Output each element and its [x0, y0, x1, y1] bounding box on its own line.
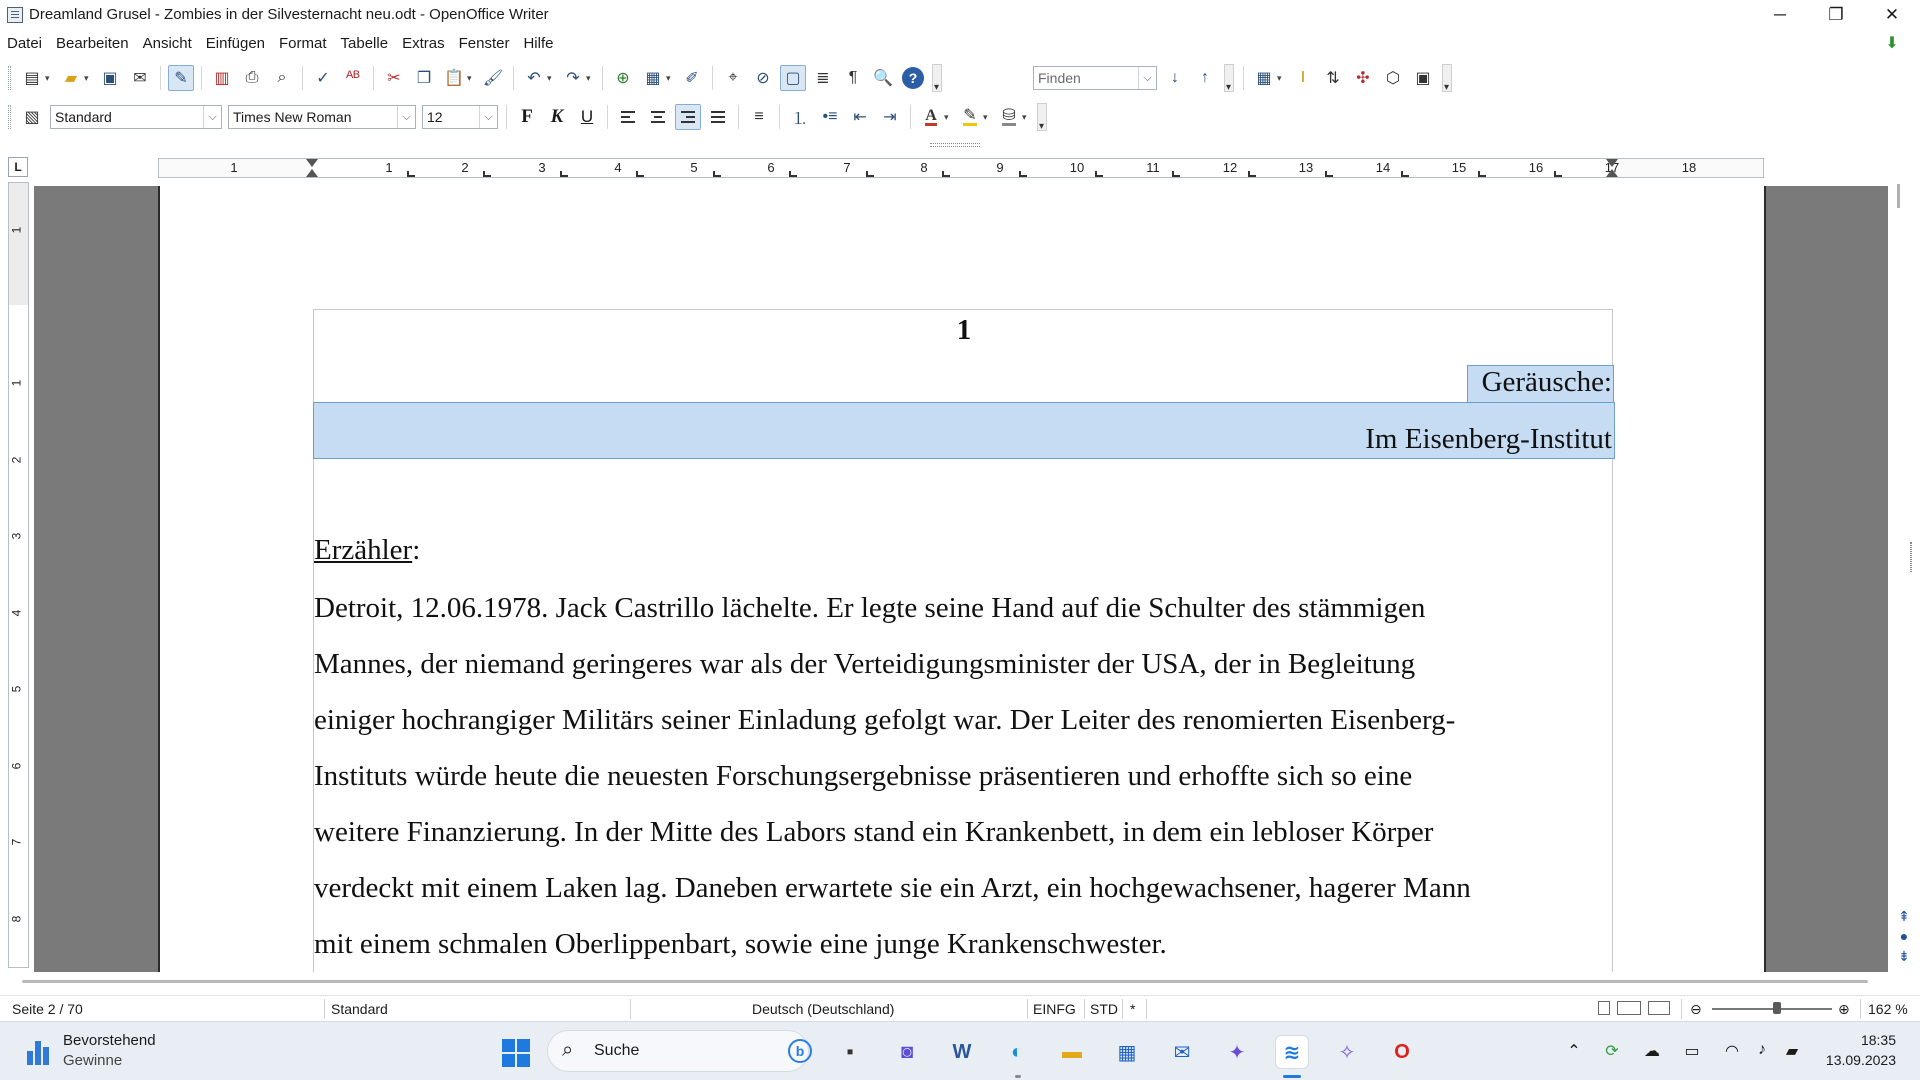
paint-bucket-icon: ⛁ — [1002, 106, 1016, 124]
search-label: Suche — [594, 1042, 640, 1059]
zoom-out-icon[interactable]: ⊖ — [1690, 1001, 1702, 1017]
store-icon[interactable]: ▦ — [1117, 1041, 1137, 1064]
font-color-button[interactable] — [918, 104, 944, 130]
ruler-number: 5 — [9, 685, 24, 693]
toolbar-grip[interactable] — [8, 105, 11, 129]
word-icon[interactable]: W — [952, 1040, 972, 1063]
font-color-dropdown-icon[interactable]: ▾ — [944, 111, 949, 122]
paste-dropdown-icon[interactable]: ▾ — [467, 72, 472, 83]
ruler-number: 9 — [996, 160, 1004, 175]
new-document-icon[interactable]: ▤ — [24, 70, 40, 87]
formatting-marks-icon[interactable]: ¶ — [848, 69, 858, 86]
print-icon[interactable]: ⎙ — [245, 69, 259, 86]
ruler-number: 13 — [1298, 160, 1314, 175]
text-direction-icon[interactable]: ≡ — [754, 108, 764, 125]
format-paintbrush-icon[interactable]: 🖌 — [482, 70, 504, 87]
menu-bearbeiten[interactable]: Bearbeiten — [56, 34, 129, 52]
previous-page-icon[interactable]: ⇞ — [1898, 908, 1910, 924]
ruler-number: 1 — [385, 160, 393, 175]
font-name-select[interactable] — [228, 105, 416, 129]
tab-type-selector[interactable]: L — [8, 157, 28, 177]
highlighting-button[interactable] — [957, 104, 983, 130]
font-color-icon: A — [925, 106, 937, 124]
align-left-button[interactable] — [615, 104, 641, 130]
menu-tabelle[interactable]: Tabelle — [340, 34, 389, 52]
formatting-toolbar — [0, 99, 1920, 135]
minimize-button[interactable]: ─ — [1773, 4, 1787, 24]
data-sources-icon[interactable]: ≣ — [816, 70, 830, 87]
bold-label: F — [521, 106, 533, 127]
paragraph-line: Mannes, der niemand geringeres war als der Verteidigungsminister der USA, der in Begleitung — [314, 648, 1416, 680]
scrollbar-thumb[interactable] — [22, 980, 1868, 983]
ruler-number: 3 — [538, 160, 546, 175]
document-canvas[interactable] — [34, 186, 1888, 972]
ruler-number: 1 — [9, 226, 24, 234]
ruler-number: 4 — [614, 160, 622, 175]
taskbar-search[interactable] — [547, 1030, 809, 1072]
table-icon[interactable]: ▦ — [645, 70, 661, 87]
redo-icon[interactable]: ↷ — [566, 70, 580, 87]
find-previous-icon[interactable]: ↑ — [1201, 69, 1209, 86]
tab-stop-marker[interactable] — [866, 171, 874, 177]
search-icon: ⌕ — [562, 1039, 574, 1061]
ruler-number: 1 — [9, 379, 24, 387]
align-right-icon — [681, 111, 695, 123]
tab-stop-marker[interactable] — [1248, 171, 1256, 177]
horizontal-scrollbar[interactable] — [22, 978, 1868, 984]
chart-insert-icon[interactable]: ✣ — [1356, 70, 1370, 87]
window-title: Dreamland Grusel - Zombies in der Silvesternacht neu.odt - OpenOffice Writer — [29, 6, 549, 23]
open-folder-icon[interactable]: ▰ — [64, 70, 78, 87]
tab-stop-marker[interactable] — [1172, 171, 1180, 177]
ruler-number: 1 — [230, 160, 238, 175]
ruler-number: 18 — [1681, 160, 1697, 175]
bold-button[interactable] — [514, 104, 540, 130]
text-cursor-icon[interactable]: I — [1300, 69, 1306, 86]
page-count[interactable]: Seite 2 / 70 — [12, 1001, 83, 1017]
copilot-icon[interactable]: ✦ — [1228, 1041, 1246, 1064]
hyperlink-icon[interactable]: ⊕ — [616, 70, 630, 87]
align-right-button[interactable] — [675, 104, 701, 130]
tab-stop-marker[interactable] — [1095, 171, 1103, 177]
font-size-value: 12 — [427, 109, 443, 125]
find-input[interactable] — [1033, 66, 1157, 90]
export-pdf-icon[interactable]: ▥ — [214, 70, 230, 87]
toolbar-separator — [738, 105, 739, 129]
toolbar-separator — [513, 66, 514, 90]
basic-shapes-icon[interactable]: ⬡ — [1386, 70, 1400, 87]
print-preview-icon[interactable]: ⌕ — [277, 69, 287, 86]
find-next-icon[interactable]: ↓ — [1171, 69, 1179, 86]
ruler-number: 3 — [9, 532, 24, 540]
language-indicator[interactable]: Deutsch (Deutschland) — [752, 1001, 895, 1017]
toolbar-overflow-icon[interactable] — [1037, 103, 1047, 131]
chevron-down-icon[interactable]: ⌵ — [1138, 67, 1156, 89]
toolbar-separator — [1243, 66, 1244, 90]
menu-extras[interactable]: Extras — [402, 34, 445, 52]
zoom-slider-knob[interactable] — [1773, 1002, 1781, 1014]
undo-dropdown-icon[interactable]: ▾ — [547, 72, 552, 83]
scrollbar-thumb[interactable] — [1897, 184, 1900, 208]
volume-icon[interactable]: ♪ — [1758, 1041, 1766, 1058]
status-separator — [1860, 999, 1861, 1019]
toolbar-separator — [712, 66, 713, 90]
paragraph-line: mit einem schmalen Oberlippenbart, sowie eine junge Krankenschwester. — [314, 928, 1167, 960]
window-controls — [1752, 0, 1920, 29]
zoom-level[interactable]: 162 % — [1868, 1001, 1908, 1017]
menu-bar — [0, 31, 1920, 55]
toolbar-overflow-icon[interactable] — [932, 64, 942, 92]
table-insert-dropdown-icon[interactable]: ▾ — [1277, 72, 1282, 83]
decrease-indent-icon[interactable]: ⇤ — [853, 109, 867, 126]
highlighter-icon: ✎ — [963, 106, 977, 124]
menu-ansicht[interactable]: Ansicht — [142, 34, 192, 52]
status-separator — [1027, 999, 1028, 1019]
clock-date[interactable]: 13.09.2023 — [1825, 1052, 1896, 1068]
menu-einfuegen[interactable]: Einfügen — [205, 34, 266, 52]
ruler-number: 2 — [461, 160, 469, 175]
align-left-icon — [621, 111, 635, 123]
tab-stop-marker[interactable] — [1478, 171, 1486, 177]
toolbar-separator — [506, 105, 507, 129]
ruler-number: 2 — [9, 456, 24, 464]
paragraph-line: weitere Finanzierung. In der Mitte des Labors stand ein Krankenbett, in dem ein lebloser Körper — [314, 816, 1434, 848]
chevron-down-icon[interactable]: ⌵ — [203, 106, 221, 128]
font-name-value: Times New Roman — [233, 109, 352, 125]
menu-fenster[interactable]: Fenster — [458, 34, 510, 52]
paragraph-style-select[interactable] — [50, 105, 222, 129]
copilot-alt-icon[interactable]: ✧ — [1338, 1041, 1356, 1064]
text-area[interactable] — [313, 309, 1613, 972]
tab-stop-marker[interactable] — [789, 171, 797, 177]
ruler-number: 11 — [1146, 160, 1160, 175]
tab-stop-marker[interactable] — [1554, 171, 1562, 177]
left-indent-marker[interactable] — [306, 159, 318, 177]
ruler-text-area — [9, 305, 28, 967]
battery-icon[interactable]: ▰ — [1785, 1043, 1799, 1060]
title-bar — [0, 0, 1920, 29]
tab-stop-marker[interactable] — [942, 171, 950, 177]
ruler-number: 6 — [767, 160, 775, 175]
table-insert-icon[interactable]: ▦ — [1256, 70, 1272, 87]
wifi-icon[interactable]: ◠ — [1725, 1043, 1739, 1060]
edge-browser-icon[interactable]: ◐ — [1010, 1040, 1024, 1063]
table-dropdown-icon[interactable]: ▾ — [666, 72, 671, 83]
font-size-select[interactable] — [422, 105, 498, 129]
find-placeholder: Finden — [1038, 70, 1081, 86]
numbering-icon[interactable]: ⒈ — [791, 110, 808, 128]
paragraph-line: einiger hochrangiger Militärs seiner Einladung gefolgt war. Der Leiter des renomierten Eisenberg- — [314, 704, 1456, 736]
clock-time[interactable]: 18:35 — [1860, 1032, 1896, 1048]
bing-icon[interactable]: b — [788, 1039, 812, 1063]
bullets-icon[interactable]: •≡ — [822, 108, 838, 125]
ruler-number: 4 — [9, 609, 24, 617]
ruler-number: 14 — [1375, 160, 1391, 175]
align-center-button[interactable] — [645, 104, 671, 130]
open-dropdown-icon[interactable]: ▾ — [84, 72, 89, 83]
input-indicator-icon[interactable]: ▭ — [1684, 1043, 1700, 1060]
toolbar-separator — [607, 105, 608, 129]
cut-icon[interactable]: ✂ — [387, 70, 401, 87]
paste-icon[interactable]: 📋 — [444, 70, 464, 87]
standard-toolbar — [0, 60, 1920, 96]
status-separator — [1122, 999, 1123, 1019]
toolbar-separator — [373, 66, 374, 90]
status-separator — [324, 999, 325, 1019]
speaker-name: Erzähler — [314, 534, 413, 566]
copy-icon[interactable]: ❐ — [416, 70, 432, 87]
underline-label: U — [580, 107, 594, 126]
ruler-margin-area — [9, 183, 28, 305]
speaker-colon: : — [412, 534, 421, 566]
body-paragraph[interactable] — [314, 580, 1616, 972]
widgets-icon[interactable] — [27, 1037, 51, 1065]
new-dropdown-icon[interactable]: ▾ — [45, 72, 50, 83]
menu-datei[interactable]: Datei — [7, 34, 43, 52]
italic-button[interactable] — [544, 104, 570, 130]
ruler-number: 7 — [9, 838, 24, 846]
styles-formatting-icon[interactable]: ▧ — [24, 109, 40, 126]
toolbar-overflow-icon[interactable] — [1224, 64, 1234, 92]
toolbar-split-handle[interactable] — [930, 143, 980, 147]
underline-button[interactable] — [574, 104, 600, 130]
toolbar-separator — [910, 105, 911, 129]
menu-hilfe[interactable]: Hilfe — [523, 34, 554, 52]
spellcheck-icon[interactable]: ✓ — [316, 70, 330, 87]
insert-mode[interactable]: EINFG — [1033, 1001, 1076, 1017]
tab-stop-marker[interactable] — [713, 171, 721, 177]
close-button[interactable]: ✕ — [1884, 4, 1900, 24]
tab-stop-marker[interactable] — [1401, 171, 1409, 177]
ruler-text-area — [312, 159, 1612, 177]
background-color-button[interactable] — [996, 104, 1022, 130]
toolbar-separator — [302, 66, 303, 90]
sync-icon[interactable]: ⟳ — [1605, 1043, 1619, 1060]
show-draw-functions-icon[interactable]: ✐ — [685, 70, 699, 87]
task-view-icon[interactable]: ▪ — [846, 1040, 854, 1063]
mail-icon[interactable]: ✉ — [1173, 1041, 1191, 1064]
single-page-view-icon[interactable] — [1598, 1001, 1610, 1015]
justify-button[interactable] — [705, 104, 731, 130]
ruler-number: 10 — [1069, 160, 1085, 175]
increase-indent-icon[interactable]: ⇥ — [883, 109, 897, 126]
toolbar-overflow-icon[interactable] — [1442, 64, 1452, 92]
horizontal-ruler[interactable] — [158, 158, 1764, 178]
navigation-dot-icon[interactable]: ● — [1899, 928, 1909, 944]
openoffice-taskbar-icon[interactable]: ≋ — [1275, 1035, 1309, 1069]
ruler-number: 12 — [1222, 160, 1238, 175]
paragraph-line: Detroit, 12.06.1978. Jack Castrillo lächelte. Er legte seine Hand auf die Schulter des stämmigen — [314, 592, 1426, 624]
vertical-scrollbar[interactable] — [1890, 182, 1920, 974]
speaker-label[interactable] — [314, 534, 420, 567]
document-modified[interactable]: * — [1130, 1001, 1136, 1017]
vertical-ruler[interactable] — [8, 182, 29, 968]
highlighting-dropdown-icon[interactable]: ▾ — [983, 111, 988, 122]
autospellcheck-icon[interactable]: ᴬᴮ — [346, 69, 360, 86]
page-number-field: 1 — [956, 314, 972, 346]
redo-dropdown-icon[interactable]: ▾ — [586, 72, 591, 83]
teams-chat-icon[interactable]: ◙ — [900, 1040, 914, 1063]
paragraph-line: verdeckt mit einem Laken lag. Daneben erwartete sie ein Arzt, ein hochgewachsener, hagerer Mann — [314, 872, 1471, 904]
tab-stop-marker[interactable] — [483, 171, 491, 177]
justify-icon — [711, 111, 725, 123]
zoom-icon[interactable]: 🔍 — [873, 70, 893, 87]
navigator-icon[interactable]: ⊘ — [756, 70, 770, 87]
active-app-indicator — [1283, 1075, 1301, 1078]
widget-subtitle[interactable]: Gewinne — [63, 1052, 123, 1069]
zoom-slider[interactable] — [1712, 1008, 1832, 1010]
chevron-down-icon[interactable]: ⌵ — [397, 106, 415, 128]
align-center-icon — [651, 111, 665, 123]
paragraph-line: Instituts würde heute die neuesten Forschungsergebnisse präsentieren und erhoffte sich so eine — [314, 760, 1413, 792]
windows-taskbar — [0, 1021, 1920, 1080]
ruler-number: 17 — [1604, 160, 1620, 175]
tab-stop-marker[interactable] — [407, 171, 415, 177]
heading-location[interactable]: Im Eisenberg-Institut — [1365, 423, 1612, 455]
toolbar-separator — [779, 105, 780, 129]
ruler-number: 7 — [843, 160, 851, 175]
ruler-number: 16 — [1528, 160, 1544, 175]
opera-browser-icon[interactable]: O — [1394, 1040, 1410, 1063]
presentation-icon[interactable]: ▣ — [1415, 70, 1431, 87]
sort-icon[interactable]: ⇅ — [1326, 70, 1340, 87]
restore-button[interactable]: ❐ — [1828, 4, 1844, 24]
tab-stop-marker[interactable] — [560, 171, 568, 177]
update-download-icon[interactable]: ⬇ — [1885, 35, 1899, 52]
toolbar-separator — [602, 66, 603, 90]
selection-mode[interactable]: STD — [1090, 1001, 1118, 1017]
ruler-number: 15 — [1451, 160, 1467, 175]
page-style[interactable]: Standard — [331, 1001, 388, 1017]
onedrive-cloud-icon[interactable]: ☁ — [1644, 1043, 1660, 1060]
multi-page-view-icon[interactable] — [1617, 1001, 1641, 1015]
gallery-icon[interactable]: ▢ — [780, 65, 806, 91]
status-bar — [0, 995, 1920, 1021]
sidebar-grip[interactable] — [1910, 542, 1912, 572]
running-indicator — [1015, 1075, 1021, 1078]
zoom-in-icon[interactable]: ⊕ — [1838, 1001, 1850, 1017]
ruler-number: 8 — [9, 915, 24, 923]
next-page-icon[interactable]: ⇟ — [1898, 948, 1910, 964]
document-page[interactable] — [158, 186, 1766, 972]
status-separator — [1146, 999, 1147, 1019]
show-hidden-icons-chevron-icon[interactable]: ⌃ — [1567, 1043, 1581, 1060]
background-color-dropdown-icon[interactable]: ▾ — [1022, 111, 1027, 122]
help-icon[interactable]: ? — [902, 67, 924, 89]
edit-mode-icon[interactable]: ✎ — [168, 65, 194, 91]
start-button[interactable] — [502, 1039, 530, 1067]
find-replace-icon[interactable]: ⌖ — [728, 69, 738, 86]
status-separator — [630, 999, 631, 1019]
ruler-number: 6 — [9, 762, 24, 770]
book-view-icon[interactable] — [1648, 1001, 1670, 1015]
toolbar-grip[interactable] — [8, 66, 11, 90]
save-icon[interactable]: ▣ — [102, 70, 118, 87]
email-icon[interactable]: ✉ — [133, 70, 147, 87]
writer-document-icon — [7, 7, 23, 23]
ruler-number: 8 — [920, 160, 928, 175]
tab-stop-marker[interactable] — [636, 171, 644, 177]
menu-format[interactable]: Format — [279, 34, 327, 52]
undo-icon[interactable]: ↶ — [527, 70, 541, 87]
paragraph-style-value: Standard — [55, 109, 112, 125]
heading-geraeusche[interactable]: Geräusche: — [1481, 366, 1612, 398]
tab-stop-marker[interactable] — [1019, 171, 1027, 177]
chevron-down-icon[interactable]: ⌵ — [479, 106, 497, 128]
tab-stop-marker[interactable] — [1325, 171, 1333, 177]
file-explorer-icon[interactable]: ▬ — [1062, 1040, 1082, 1063]
status-separator — [1084, 999, 1085, 1019]
status-separator — [1681, 999, 1682, 1019]
widget-title[interactable]: Bevorstehend — [63, 1032, 156, 1049]
toolbar-separator — [201, 66, 202, 90]
toolbar-separator — [160, 66, 161, 90]
right-indent-marker[interactable] — [1606, 159, 1618, 177]
ruler-number: 5 — [690, 160, 698, 175]
italic-label: K — [550, 106, 564, 127]
